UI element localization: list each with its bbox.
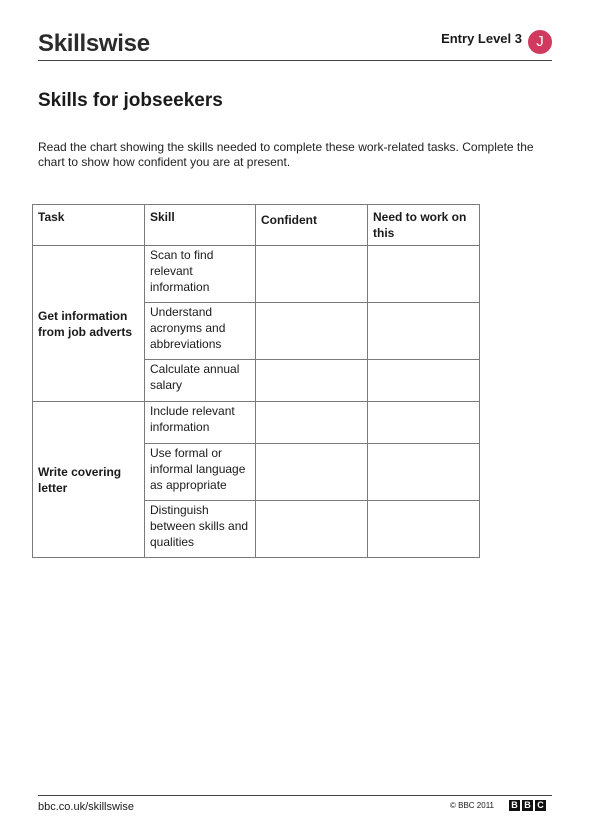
page-title: Skills for jobseekers [38, 90, 223, 111]
header-skill: Skill [145, 205, 256, 246]
confident-cell[interactable] [256, 246, 368, 303]
bbc-logo-letter: B [509, 800, 520, 811]
need-to-work-on-cell[interactable] [368, 501, 480, 558]
confident-cell[interactable] [256, 501, 368, 558]
need-to-work-on-cell[interactable] [368, 360, 480, 402]
header-task: Task [33, 205, 145, 246]
skill-cell: Use formal or informal language as appropriate [145, 444, 256, 501]
skill-cell: Include relevant information [145, 402, 256, 444]
skill-cell: Understand acronyms and abbreviations [145, 303, 256, 360]
entry-level-label: Entry Level 3 [441, 31, 522, 46]
header-row [33, 205, 480, 246]
need-to-work-on-cell[interactable] [368, 444, 480, 501]
bbc-logo [509, 800, 546, 811]
footer-divider [38, 795, 552, 796]
header-confident: Confident [256, 205, 368, 246]
skills-chart [32, 204, 480, 558]
confident-cell[interactable] [256, 303, 368, 360]
footer-url-link[interactable]: bbc.co.uk/skillswise [38, 801, 134, 813]
intro-text: Read the chart showing the skills needed to complete these work-related tasks. Complete the chart to show how confident you are at present. [38, 140, 534, 169]
need-to-work-on-cell[interactable] [368, 402, 480, 444]
confident-cell[interactable] [256, 402, 368, 444]
need-to-work-on-cell[interactable] [368, 246, 480, 303]
table-row [33, 246, 480, 303]
copyright-text: © BBC 2011 [450, 801, 494, 810]
task-cell: Write covering letter [33, 402, 145, 558]
skill-cell: Scan to find relevant information [145, 246, 256, 303]
skillswise-logo: Skillswise [38, 30, 150, 57]
bbc-logo-letter: C [535, 800, 546, 811]
confident-cell[interactable] [256, 360, 368, 402]
header-divider [38, 60, 552, 61]
confident-cell[interactable] [256, 444, 368, 501]
level-badge: J [528, 30, 552, 54]
bbc-logo-letter: B [522, 800, 533, 811]
task-cell: Get information from job adverts [33, 246, 145, 402]
header-need-to-work-on: Need to work on this [368, 205, 480, 246]
skill-cell: Distinguish between skills and qualities [145, 501, 256, 558]
table-row [33, 402, 480, 444]
need-to-work-on-cell[interactable] [368, 303, 480, 360]
skill-cell: Calculate annual salary [145, 360, 256, 402]
